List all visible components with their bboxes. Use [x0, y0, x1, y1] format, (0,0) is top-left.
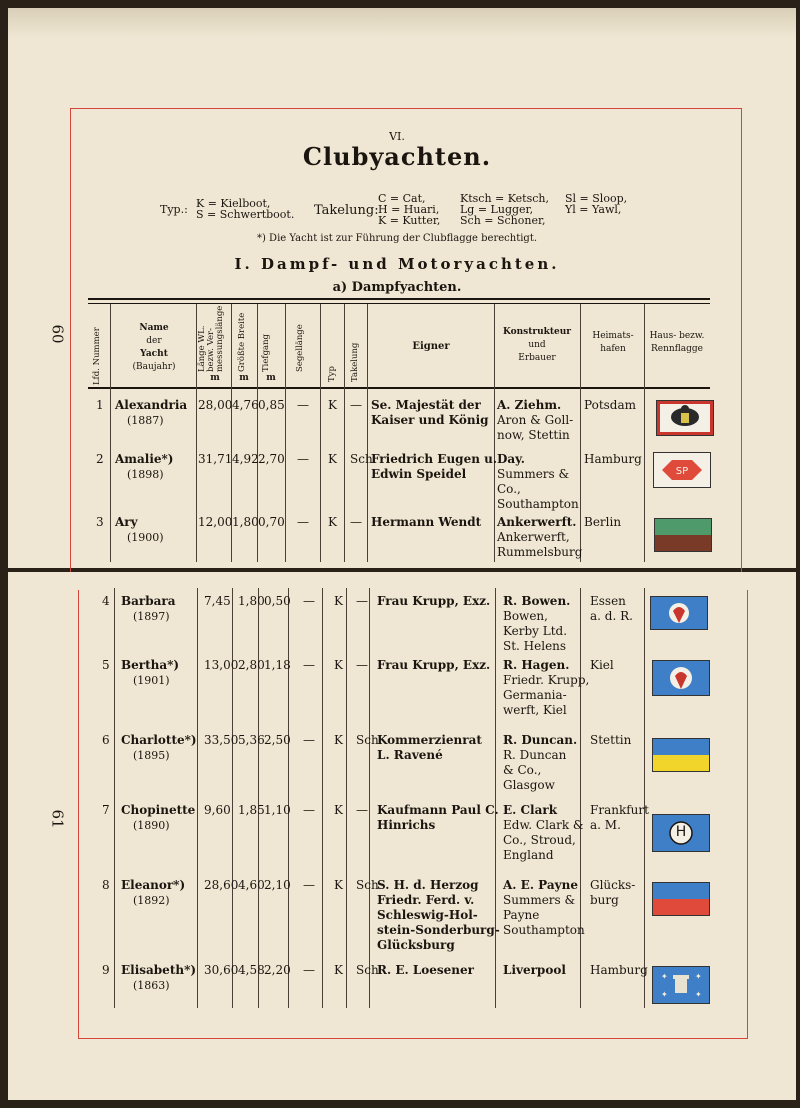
table-cell: Sch: [356, 878, 379, 892]
table-cell: 33,50: [204, 733, 239, 747]
table-cell: 2,80: [238, 658, 265, 672]
table-cell: Southampton: [497, 497, 579, 511]
flag-stripe: [653, 755, 709, 771]
table-cell: Sch: [350, 452, 373, 466]
table-cell: Charlotte*): [121, 733, 197, 747]
table-cell: 12,00: [198, 515, 233, 529]
table-cell: Ankerwerft.: [497, 515, 577, 529]
table-rule-top: [88, 298, 710, 300]
table-cell: 7: [102, 803, 110, 817]
table-cell: K: [334, 963, 343, 977]
takelung-col1: [378, 193, 440, 226]
table-cell: 1,10: [264, 803, 291, 817]
table-cell: (1901): [133, 674, 170, 687]
table-cell: Hamburg: [590, 963, 648, 977]
table-cell: Schleswig-Hol-: [377, 908, 478, 922]
table-cell: (1900): [127, 531, 164, 544]
table-cell: 2,50: [264, 733, 291, 747]
table-cell: werft, Kiel: [503, 703, 567, 717]
column-line: [258, 588, 259, 1008]
table-cell: Glasgow: [503, 778, 555, 792]
table-cell: (1892): [133, 894, 170, 907]
table-cell: Potsdam: [584, 398, 637, 412]
header-line: (Baujahr): [132, 362, 176, 372]
takelung-col3: [565, 193, 627, 215]
table-cell: K: [334, 594, 343, 608]
table-cell: Stettin: [590, 733, 632, 747]
header-line: und: [528, 340, 546, 350]
section-number: VI.: [389, 130, 405, 143]
flag-charlotte-icon: [652, 738, 710, 772]
table-cell: 1,80: [232, 515, 259, 529]
table-cell: —: [303, 658, 315, 672]
header-line: hafen: [600, 344, 626, 354]
table-cell: Berlin: [584, 515, 622, 529]
unit-m: m: [210, 373, 220, 383]
table-cell: 5,36: [238, 733, 265, 747]
flag-bertha-icon: [652, 660, 710, 696]
page-edge: [8, 8, 796, 38]
table-cell: 4,76: [232, 398, 259, 412]
col-header-breite: Größte Breite: [237, 312, 247, 372]
table-cell: K: [334, 658, 343, 672]
table-rule-header-bottom: [88, 387, 710, 389]
table-cell: Sch: [356, 733, 379, 747]
typ-schwertboot: S = Schwertboot.: [196, 208, 295, 221]
table-cell: Friedr. Ferd. v.: [377, 893, 475, 907]
legend-item: K = Kutter,: [378, 214, 441, 227]
table-cell: 9: [102, 963, 110, 977]
table-cell: (1890): [133, 819, 170, 832]
col-header-segellaenge: Segellänge: [295, 324, 305, 372]
table-cell: 28,60: [204, 878, 239, 892]
svg-text:✦: ✦: [695, 990, 702, 999]
table-cell: E. Clark: [503, 803, 558, 817]
table-cell: —: [356, 803, 368, 817]
legend-item: Yl = Yawl,: [565, 203, 622, 216]
col-header-eigner: Eigner: [412, 341, 450, 352]
table-cell: Friedr. Krupp,: [503, 673, 590, 687]
column-line: [367, 304, 368, 562]
table-cell: & Co.,: [503, 763, 542, 777]
table-rule-top-thin: [88, 303, 710, 304]
table-cell: 5: [102, 658, 110, 672]
table-cell: R. Bowen.: [503, 594, 571, 608]
svg-text:SP: SP: [675, 466, 689, 477]
table-cell: —: [350, 515, 362, 529]
table-cell: 2: [96, 452, 104, 466]
table-cell: 28,00: [198, 398, 233, 412]
table-cell: 0,50: [264, 594, 291, 608]
table-cell: 0,70: [258, 515, 285, 529]
table-cell: 4,58: [238, 963, 265, 977]
unit-m: m: [239, 373, 249, 383]
heading-dampfyachten: a) Dampfyachten.: [332, 280, 462, 295]
table-cell: K: [334, 878, 343, 892]
legend-item: Ktsch = Ketsch,: [460, 192, 549, 205]
column-line: [285, 304, 286, 562]
takelung-label: Takelung:: [314, 203, 379, 218]
table-cell: (1898): [127, 468, 164, 481]
table-cell: Day.: [497, 452, 525, 466]
table-cell: a. M.: [590, 818, 621, 832]
column-line: [644, 304, 645, 562]
table-cell: —: [356, 658, 368, 672]
table-cell: Kiel: [590, 658, 614, 672]
page-number-61: 61: [48, 809, 67, 829]
table-cell: K: [334, 803, 343, 817]
col-header-tiefgang: Tiefgang: [261, 334, 271, 372]
table-cell: Liverpool: [503, 963, 566, 977]
flag-eleanor-icon: [652, 882, 710, 916]
flag-chopinette-icon: [652, 814, 710, 852]
table-cell: 13,00: [204, 658, 239, 672]
table-cell: Rummelsburg: [497, 545, 583, 559]
table-cell: K: [328, 452, 337, 466]
flag-stripe: [653, 739, 709, 755]
svg-text:✦: ✦: [661, 972, 668, 981]
table-cell: (1895): [133, 749, 170, 762]
legend-item: C = Cat,: [378, 192, 426, 205]
table-cell: R. Duncan: [503, 748, 567, 762]
header-line: Name: [139, 323, 169, 333]
table-cell: —: [303, 803, 315, 817]
table-cell: Se. Majestät der: [371, 398, 481, 412]
table-cell: 4,92: [232, 452, 259, 466]
column-line: [197, 588, 198, 1008]
table-cell: Eleanor*): [121, 878, 186, 892]
table-cell: Edwin Speidel: [371, 467, 467, 481]
table-cell: Barbara: [121, 594, 176, 608]
col-header-takelung: Takelung: [350, 342, 360, 382]
table-cell: L. Ravené: [377, 748, 443, 762]
table-cell: Frankfurt: [590, 803, 649, 817]
typ-label: Typ.:: [160, 203, 188, 216]
col-header-flagge: [644, 330, 710, 356]
table-cell: Frau Krupp, Exz.: [377, 658, 491, 672]
table-cell: Hermann Wendt: [371, 515, 482, 529]
table-cell: Payne: [503, 908, 540, 922]
table-cell: Amalie*): [115, 452, 174, 466]
table-cell: Co.,: [497, 482, 521, 496]
header-line: bezw. Ver-: [206, 328, 216, 372]
header-line: Heimats-: [592, 331, 634, 341]
table-cell: 9,60: [204, 803, 231, 817]
table-cell: Bowen,: [503, 609, 548, 623]
legend-item: Lg = Lugger,: [460, 203, 534, 216]
col-header-laenge: [198, 306, 225, 372]
table-cell: Kaiser und König: [371, 413, 489, 427]
table-cell: (1897): [133, 610, 170, 623]
table-cell: England: [503, 848, 554, 862]
column-line: [644, 588, 645, 1008]
table-cell: Summers &: [497, 467, 570, 481]
header-line: messungslänge: [215, 305, 225, 372]
table-cell: Aron & Goll-: [497, 413, 574, 427]
table-cell: 1,80: [238, 594, 265, 608]
column-line: [110, 304, 111, 562]
column-line: [580, 588, 581, 1008]
footnote: *) Die Yacht ist zur Führung der Clubflagge berechtigt.: [256, 233, 538, 244]
table-cell: S. H. d. Herzog: [377, 878, 479, 892]
column-line: [320, 304, 321, 562]
table-cell: Ankerwerft,: [497, 530, 570, 544]
table-cell: 30,60: [204, 963, 239, 977]
table-cell: R. Hagen.: [503, 658, 570, 672]
table-cell: —: [303, 733, 315, 747]
table-cell: Edw. Clark &: [503, 818, 584, 832]
svg-text:✦: ✦: [695, 972, 702, 981]
flag-letter: H: [675, 824, 687, 840]
table-cell: Summers &: [503, 893, 576, 907]
typ-kielboot: K = Kielboot,: [196, 197, 271, 210]
table-cell: Germania-: [503, 688, 567, 702]
page-title: Clubyachten.: [302, 142, 492, 171]
column-line: [196, 304, 197, 562]
table-cell: Sch: [356, 963, 379, 977]
flag-stripe: [655, 535, 711, 551]
column-line: [495, 588, 496, 1008]
flag-stripe: [655, 519, 711, 535]
table-cell: 3: [96, 515, 104, 529]
column-line: [494, 304, 495, 562]
table-cell: burg: [590, 893, 619, 907]
table-cell: Kaufmann Paul C.: [377, 803, 499, 817]
table-cell: 8: [102, 878, 110, 892]
table-cell: —: [350, 398, 362, 412]
table-cell: 6: [102, 733, 110, 747]
legend-item: H = Huari,: [378, 203, 440, 216]
table-cell: —: [297, 398, 309, 412]
column-line: [232, 588, 233, 1008]
typ-legend: [196, 198, 294, 220]
flag-stripe: [653, 883, 709, 899]
column-line: [369, 588, 370, 1008]
table-cell: 4,60: [238, 878, 265, 892]
table-cell: a. d. R.: [590, 609, 633, 623]
table-cell: 2,70: [258, 452, 285, 466]
table-cell: Essen: [590, 594, 626, 608]
header-line: der: [146, 336, 162, 346]
column-line: [114, 588, 115, 1008]
col-header-heimatshafen: [582, 330, 644, 356]
table-cell: Glücksburg: [377, 938, 455, 952]
table-cell: —: [303, 878, 315, 892]
table-cell: 1,85: [238, 803, 265, 817]
table-cell: 2,20: [264, 963, 291, 977]
table-cell: K: [328, 398, 337, 412]
col-header-typ: Typ: [327, 366, 337, 382]
header-line: Rennflagge: [651, 344, 703, 354]
column-line: [346, 588, 347, 1008]
unit-m: m: [266, 373, 276, 383]
table-cell: —: [303, 963, 315, 977]
table-cell: Frau Krupp, Exz.: [377, 594, 491, 608]
table-cell: stein-Sonderburg-: [377, 923, 500, 937]
flag-ary-icon: [654, 518, 712, 552]
table-cell: K: [334, 733, 343, 747]
table-cell: A. Ziehm.: [497, 398, 562, 412]
table-cell: Ary: [115, 515, 138, 529]
table-cell: 31,71: [198, 452, 233, 466]
table-cell: 1: [96, 398, 104, 412]
legend-item: Sch = Schoner,: [460, 214, 546, 227]
header-line: Konstrukteur: [502, 327, 572, 337]
table-cell: Co., Stroud,: [503, 833, 576, 847]
header-line: Erbauer: [518, 353, 556, 363]
table-cell: Bertha*): [121, 658, 180, 672]
col-header-konstrukteur: [494, 326, 580, 365]
table-cell: —: [356, 594, 368, 608]
table-cell: Alexandria: [115, 398, 188, 412]
table-cell: now, Stettin: [497, 428, 570, 442]
flag-stripe: [653, 899, 709, 915]
flag-barbara-icon: [650, 596, 708, 630]
takelung-col2: [460, 193, 549, 226]
col-header-lfd-nummer: Lfd. Nummer: [92, 327, 102, 385]
table-cell: Elisabeth*): [121, 963, 197, 977]
header-line: Länge WL.: [197, 325, 207, 372]
column-line: [288, 588, 289, 1008]
table-cell: 2,10: [264, 878, 291, 892]
table-cell: Hamburg: [584, 452, 642, 466]
header-line: Yacht: [140, 349, 168, 359]
table-cell: —: [303, 594, 315, 608]
table-cell: Chopinette: [121, 803, 196, 817]
table-cell: R. E. Loesener: [377, 963, 474, 977]
table-cell: —: [297, 452, 309, 466]
table-cell: K: [328, 515, 337, 529]
col-header-name: [112, 322, 196, 374]
table-cell: Hinrichs: [377, 818, 436, 832]
table-cell: 7,45: [204, 594, 231, 608]
table-cell: Kerby Ltd.: [503, 624, 568, 638]
table-cell: Friedrich Eugen u.: [371, 452, 498, 466]
table-cell: A. E. Payne: [503, 878, 578, 892]
table-cell: Southampton: [503, 923, 585, 937]
svg-text:✦: ✦: [661, 990, 668, 999]
table-cell: —: [297, 515, 309, 529]
table-cell: St. Helens: [503, 639, 567, 653]
legend-item: Sl = Sloop,: [565, 192, 628, 205]
table-cell: (1887): [127, 414, 164, 427]
table-cell: R. Duncan.: [503, 733, 578, 747]
table-cell: 1,18: [264, 658, 291, 672]
flag-alexandria-eagle-icon: [656, 400, 714, 436]
table-cell: 4: [102, 594, 110, 608]
flag-amalie-icon: [653, 452, 711, 488]
table-cell: Glücks-: [590, 878, 636, 892]
column-line: [580, 304, 581, 562]
table-cell: Kommerzienrat: [377, 733, 482, 747]
heading-dampf-motoryachten: I. Dampf- und Motoryachten.: [234, 255, 560, 273]
table-cell: 0,85: [258, 398, 285, 412]
table-cell: (1863): [133, 979, 170, 992]
column-line: [344, 304, 345, 562]
column-line: [322, 588, 323, 1008]
header-line: Haus- bezw.: [649, 331, 705, 341]
page-number-60: 60: [48, 324, 67, 344]
flag-elisabeth-icon: [652, 966, 710, 1004]
